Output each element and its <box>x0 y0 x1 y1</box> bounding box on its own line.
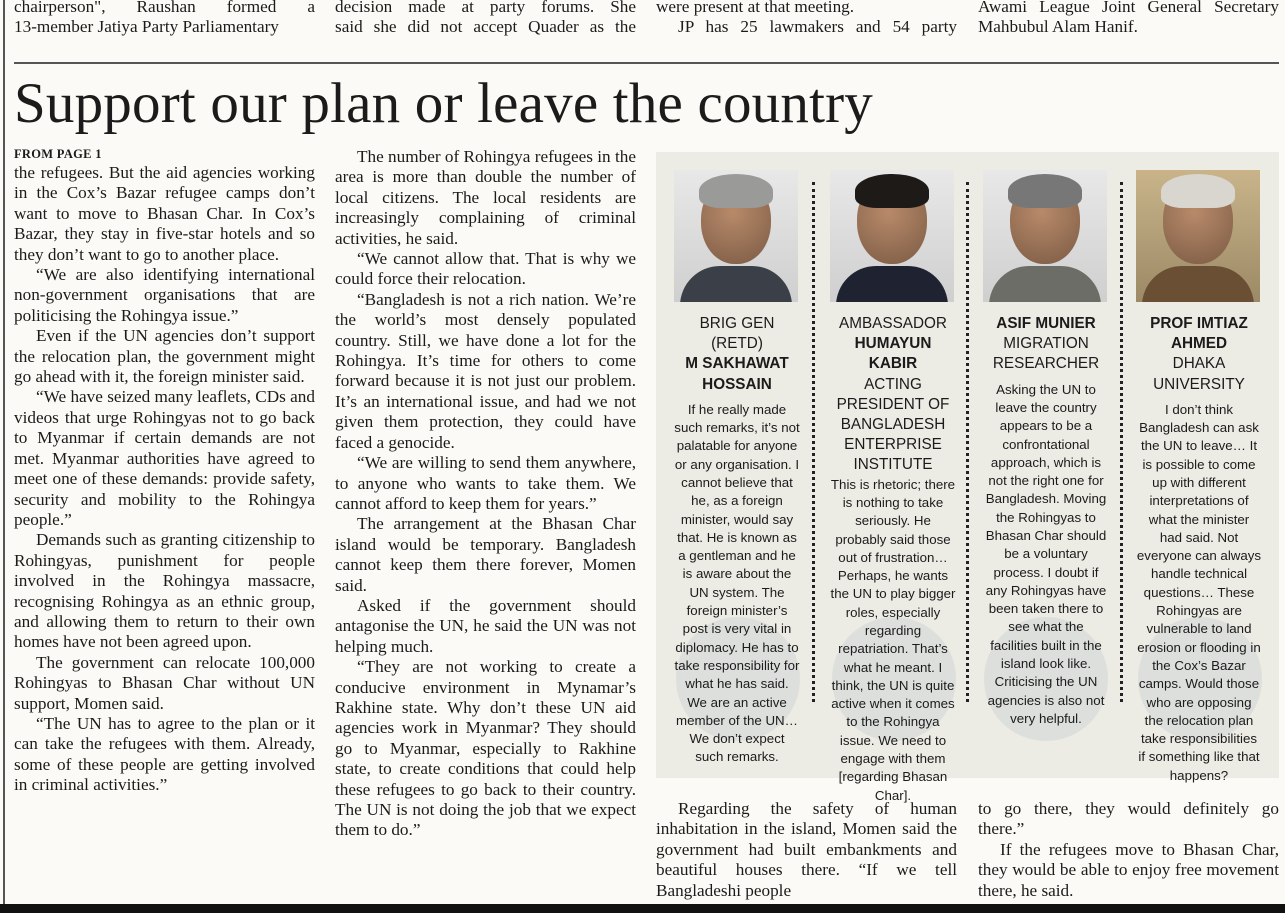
left-border-rule <box>3 0 5 905</box>
paragraph: “We are also identifying international non-government organisations that are politicising the Rohingya issue.” <box>14 265 315 325</box>
portrait-hair <box>1161 174 1235 208</box>
article-column-4 <box>978 799 1279 901</box>
dotted-separator <box>966 182 969 702</box>
paragraph: Even if the UN agencies don’t support the relocation plan, the government might go ahead with it, the foreign minister said. <box>14 326 315 387</box>
portrait-photo <box>983 170 1107 302</box>
article-column-2 <box>335 147 636 841</box>
portrait-shirt <box>989 266 1101 302</box>
expert-name: PROF IMTIAZ AHMED <box>1150 315 1248 353</box>
paragraph: “The UN has to agree to the plan or it can take the refugees with them. Already, some of these people are getting involved in criminal activities.” <box>14 713 315 795</box>
paragraph: “We have seized many leaflets, CDs and videos that urge Rohingyas not to go back to Myanmar if certain demands are not met. Myanmar authorities have agreed to meet one of these demands: provide safety, security and mobility to the Rohingya people.” <box>14 387 315 529</box>
expert-affiliation: MIGRATION RESEARCHER <box>992 335 1100 373</box>
top-strip-line: Awami League Joint General Secretary <box>978 0 1279 16</box>
paragraph: The arrangement at the Bhasan Char island would be temporary. Bangladesh cannot keep them there forever, Momen said. <box>335 514 636 595</box>
expert-name: M SAKHAWAT HOSSAIN <box>685 355 789 393</box>
portrait-hair <box>855 174 929 208</box>
paragraph: The government can relocate 100,000 Rohingyas to Bhasan Char without UN support, Momen said. <box>14 652 315 713</box>
section-divider-rule <box>14 62 1279 64</box>
expert-card <box>830 170 956 805</box>
expert-name: ASIF MUNIER <box>996 315 1096 332</box>
top-strip-line: said she did not accept Quader as the <box>335 17 636 37</box>
from-page-kicker: FROM PAGE 1 <box>14 147 102 161</box>
top-strip-line: were present at that meeting. <box>656 0 855 16</box>
paragraph: the refugees. But the aid agencies working in the Cox’s Bazar refugee camps don’t want to move to Bhasan Char. In Cox’s Bazar, they stay in five-star hotels and so they don’t want to go to another place. <box>14 163 315 264</box>
expert-text <box>830 314 956 805</box>
expert-opinion-panel <box>656 152 1279 803</box>
expert-card <box>983 170 1109 728</box>
paragraph: If the refugees move to Bhasan Char, they would be able to enjoy free movement there, he said. <box>978 839 1279 900</box>
expert-card <box>1136 170 1262 785</box>
paragraph: “Bangladesh is not a rich nation. We’re the world’s most densely populated country. Still, we have done a lot for the Rohingya. It’s time for others to come forward because it is not just our problem. It’s an international issue, and had we not given them protection, they could have faced a genocide. <box>335 289 636 452</box>
portrait-photo <box>1136 170 1260 302</box>
portrait-hair <box>699 174 773 208</box>
top-strip-col-4 <box>978 0 1279 38</box>
expert-name: HUMAYUN KABIR <box>854 335 932 373</box>
portrait-photo <box>830 170 954 302</box>
top-strip-line: 13-member Jatiya Party Parliamentary <box>14 17 279 37</box>
article-column-1 <box>14 163 315 796</box>
top-strip-col-2 <box>335 0 636 38</box>
expert-quote: This is rhetoric; there is nothing to take seriously. He probably said those out of frustration… Perhaps, he wants the UN to play bigger roles, especially regarding repatriation. That’s what he meant. I think, the UN is quite active when it comes to the Rohingya issue. We need to engage with them [regarding Bhasan Char]. <box>830 476 956 803</box>
paragraph: The number of Rohingya refugees in the area is more than double the number of local citizens. The local residents are increasingly complaining of criminal activities, he said. <box>335 147 636 248</box>
expert-affiliation: ACTING PRESIDENT OF BANGLADESH ENTERPRISE INSTITUTE <box>836 375 950 474</box>
top-strip-line: chairperson", Raushan formed a <box>14 0 315 16</box>
article-column-3 <box>656 799 957 901</box>
portrait-suit <box>680 266 792 302</box>
top-strip-col-3 <box>656 0 957 38</box>
portrait-hair <box>1008 174 1082 208</box>
portrait-shirt <box>1142 266 1254 302</box>
headline: Support our plan or leave the country <box>14 72 874 135</box>
expert-text <box>1136 314 1262 785</box>
expert-title: AMBASSADOR <box>839 315 947 332</box>
paragraph: “We cannot allow that. That is why we could force their relocation. <box>335 249 636 289</box>
expert-affiliation: DHAKA UNIVERSITY <box>1153 355 1245 393</box>
paragraph: “They are not working to create a conducive environment in Mynamar’s Rakhine state. Why don’t these UN aid agencies work in Myanmar? They should go to Myanmar, especially to Rakhine state, to create conditions that could help these refugees to go back to their country. The UN is not doing the job that we expect them to do.” <box>335 657 636 840</box>
bottom-black-band <box>0 904 1285 913</box>
expert-text <box>674 314 800 767</box>
top-strip-line: decision made at party forums. She <box>335 0 636 16</box>
expert-quote: I don’t think Bangladesh can ask the UN to leave… It is possible to come up with different interpretations of what the minister had said. Not everyone can always handle technical questions… These Rohingyas are vulnerable to land erosion or flooding in the Cox’s Bazar camps. Would those who are opposing the relocation plan take responsibilities if something like that happens? <box>1136 401 1262 783</box>
paragraph: “We are willing to send them anywhere, to anyone who wants to take them. We cannot afford to keep them for years.” <box>335 453 636 513</box>
dotted-separator <box>812 182 815 702</box>
expert-quote: Asking the UN to leave the country appears to be a confrontational approach, which is not the right one for Bangladesh. Moving the Rohingyas to Bhasan Char should be a voluntary process. I doubt if any Rohingyas have been taken there to see what the facilities built in the island look like. Criticising the UN agencies is also not very helpful. <box>985 381 1107 726</box>
paragraph: Asked if the government should antagonise the UN, he said the UN was not helping much. <box>335 595 636 656</box>
portrait-suit <box>836 266 948 302</box>
expert-text <box>983 314 1109 728</box>
top-strip-col-1 <box>14 0 315 38</box>
portrait-photo <box>674 170 798 302</box>
top-strip-line: JP has 25 lawmakers and 54 party <box>678 17 957 37</box>
top-strip-line: Mahbubul Alam Hanif. <box>978 17 1138 37</box>
expert-quote: If he really made such remarks, it’s not palatable for anyone or any organisation. I cannot believe that he, as a foreign minister, would say that. He is known as a gentleman and he is aware about the UN system. The foreign minister’s post is very vital in diplomacy. He has to take responsibility for what he has said. We are an active member of the UN… We don’t expect such remarks. <box>674 401 800 765</box>
expert-card <box>674 170 800 767</box>
paragraph: to go there, they would definitely go there.” <box>978 799 1279 839</box>
paragraph: Demands such as granting citizenship to Rohingyas, punishment for people involved in the Rohingya massacre, recognising Rohingya as an ethnic group, and allowing them to return to their own homes have not been agreed upon. <box>14 530 315 652</box>
expert-title: BRIG GEN (RETD) <box>699 315 775 353</box>
paragraph: Regarding the safety of human inhabitation in the island, Momen said the government had built embankments and beautiful houses there. “If we tell Bangladeshi people <box>656 799 957 900</box>
dotted-separator <box>1120 182 1123 702</box>
